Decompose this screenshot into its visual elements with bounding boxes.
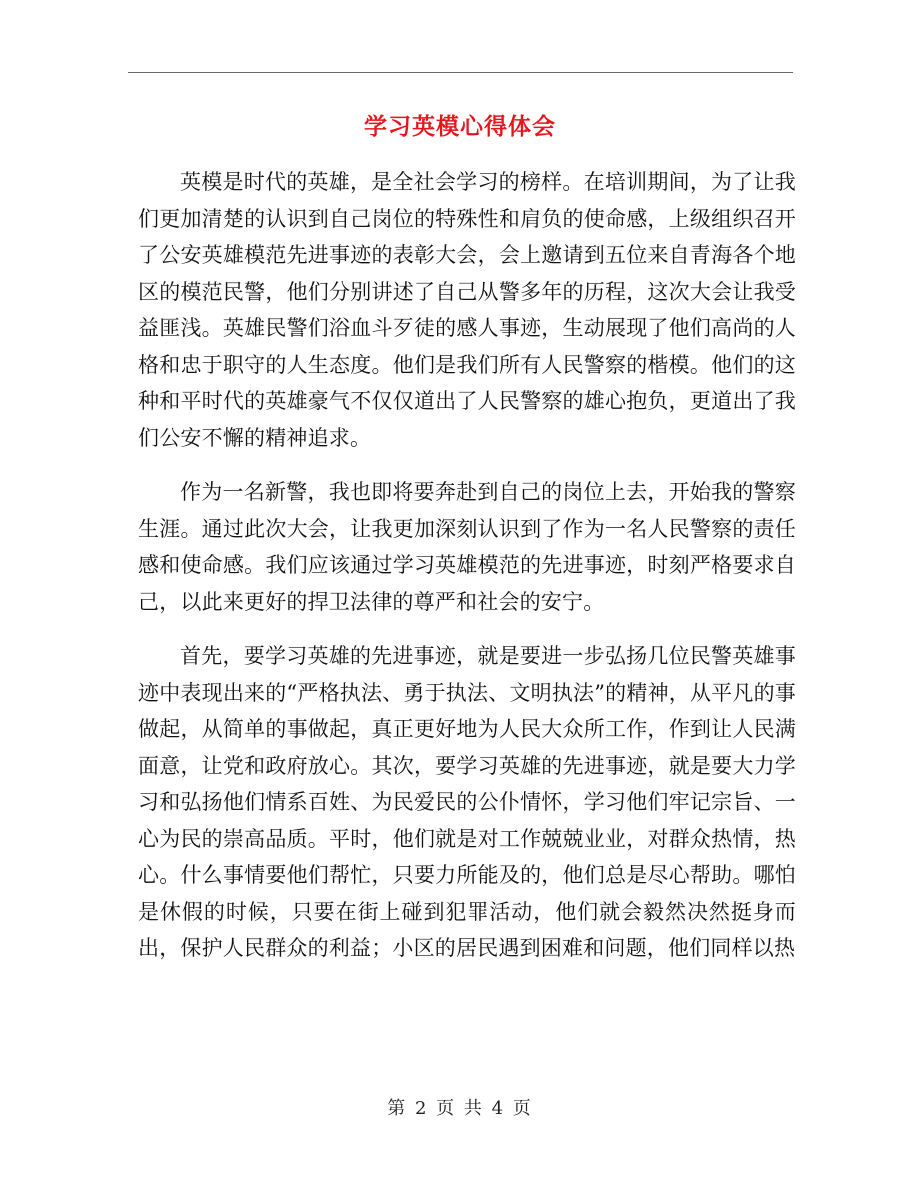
paragraph-3: 首先，要学习英雄的先进事迹，就是要进一步弘扬几位民警英雄事迹中表现出来的“严格执法、勇于执法、文明执法”的精神，从平凡的事做起，从简单的事做起，真正更好地为人民大众所工作，作到让人民满面意，让党和政府放心。其次，要学习英雄的先进事迹，就是要大力学习和弘扬他们情系百姓、为民爱民的公仆情怀，学习他们牢记宗旨、一心为民的崇高品质。平时，他们就是对工作兢兢业业，对群众热情，热心。什么事情要他们帮忙，只要力所能及的，他们总是尽心帮助。哪怕是休假的时候，只要在街上碰到犯罪活动，他们就会毅然决然挺身而出，保护人民群众的利益；小区的居民遇到困难和问题，他们同样以热 xyxy=(138,644,796,960)
paragraph-1: 英模是时代的英雄，是全社会学习的榜样。在培训期间，为了让我们更加清楚的认识到自己岗位的特殊性和肩负的使命感，上级组织召开了公安英雄模范先进事迹的表彰大会，会上邀请到五位来自青海各个地区的模范民警，他们分别讲述了自己从警多年的历程，这次大会让我受益匪浅。英雄民警们浴血斗歹徒的感人事迹，生动展现了他们高尚的人格和忠于职守的人生态度。他们是我们所有人民警察的楷模。他们的这种和平时代的英雄豪气不仅仅道出了人民警察的雄心抱负，更道出了我们公安不懈的精神追求。 xyxy=(138,170,796,450)
page-title: 学习英模心得体会 xyxy=(364,113,556,140)
paragraph-2: 作为一名新警，我也即将要奔赴到自己的岗位上去，开始我的警察生涯。通过此次大会，让我更加深刻认识到了作为一名人民警察的责任感和使命感。我们应该通过学习英雄模范的先进事迹，时刻严格要求自己，以此来更好的捍卫法律的尊严和社会的安宁。 xyxy=(138,480,796,614)
page-number-footer: 第 2 页 共 4 页 xyxy=(387,1098,533,1119)
header-rule xyxy=(128,72,793,73)
document-body xyxy=(138,164,796,985)
